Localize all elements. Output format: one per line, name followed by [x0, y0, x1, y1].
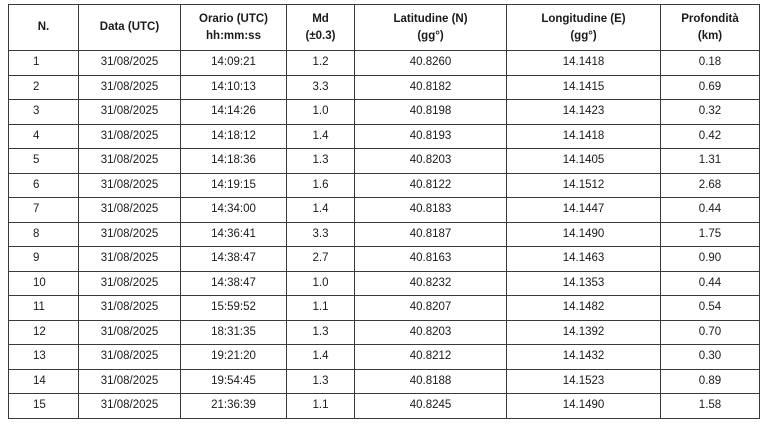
- cell-time: 19:21:20: [181, 345, 287, 370]
- cell-time: 14:10:13: [181, 75, 287, 100]
- table-row: [9, 247, 760, 272]
- cell-date: 31/08/2025: [79, 369, 181, 394]
- cell-latitude: 40.8183: [355, 198, 507, 223]
- cell-time: 15:59:52: [181, 296, 287, 321]
- cell-date: 31/08/2025: [79, 394, 181, 419]
- cell-magnitude: 1.4: [287, 198, 355, 223]
- cell-longitude: 14.1392: [507, 320, 661, 345]
- header-magnitude-line1: Md: [312, 12, 329, 25]
- cell-depth: 1.31: [661, 149, 760, 174]
- cell-magnitude: 1.3: [287, 320, 355, 345]
- cell-depth: 0.69: [661, 75, 760, 100]
- cell-number: 6: [9, 173, 79, 198]
- cell-longitude: 14.1447: [507, 198, 661, 223]
- cell-depth: 0.89: [661, 369, 760, 394]
- cell-latitude: 40.8122: [355, 173, 507, 198]
- cell-time: 14:38:47: [181, 271, 287, 296]
- cell-magnitude: 1.2: [287, 51, 355, 76]
- header-number-line1: N.: [37, 21, 50, 33]
- cell-depth: 0.90: [661, 247, 760, 272]
- table-row: [9, 149, 760, 174]
- cell-depth: 1.58: [661, 394, 760, 419]
- cell-time: 14:36:41: [181, 222, 287, 247]
- header-longitude-line2: (gg°): [570, 29, 597, 42]
- cell-magnitude: 1.0: [287, 100, 355, 125]
- cell-time: 14:14:26: [181, 100, 287, 125]
- cell-longitude: 14.1415: [507, 75, 661, 100]
- table-row: [9, 173, 760, 198]
- cell-number: 9: [9, 247, 79, 272]
- cell-longitude: 14.1512: [507, 173, 661, 198]
- cell-latitude: 40.8188: [355, 369, 507, 394]
- header-time-line2: hh:mm:ss: [206, 29, 261, 42]
- cell-latitude: 40.8198: [355, 100, 507, 125]
- header-latitude-line1: Latitudine (N): [393, 12, 468, 25]
- cell-magnitude: 1.4: [287, 345, 355, 370]
- cell-depth: 0.44: [661, 271, 760, 296]
- cell-latitude: 40.8260: [355, 51, 507, 76]
- cell-longitude: 14.1418: [507, 124, 661, 149]
- cell-depth: 0.30: [661, 345, 760, 370]
- header-date: [79, 5, 181, 51]
- cell-number: 10: [9, 271, 79, 296]
- cell-number: 12: [9, 320, 79, 345]
- cell-longitude: 14.1423: [507, 100, 661, 125]
- header-magnitude-line2: (±0.3): [305, 29, 336, 42]
- cell-longitude: 14.1482: [507, 296, 661, 321]
- header-magnitude: [287, 5, 355, 51]
- table-row: [9, 222, 760, 247]
- cell-date: 31/08/2025: [79, 222, 181, 247]
- table-row: [9, 124, 760, 149]
- table-row: [9, 296, 760, 321]
- header-depth-line1: Profondità: [681, 12, 739, 25]
- cell-number: 14: [9, 369, 79, 394]
- cell-magnitude: 1.0: [287, 271, 355, 296]
- cell-time: 18:31:35: [181, 320, 287, 345]
- cell-depth: 0.44: [661, 198, 760, 223]
- cell-longitude: 14.1418: [507, 51, 661, 76]
- header-depth: [661, 5, 760, 51]
- table-row: [9, 320, 760, 345]
- cell-time: 21:36:39: [181, 394, 287, 419]
- cell-date: 31/08/2025: [79, 271, 181, 296]
- cell-number: 7: [9, 198, 79, 223]
- header-row: [9, 5, 760, 51]
- header-depth-line2: (km): [697, 29, 723, 42]
- cell-magnitude: 1.6: [287, 173, 355, 198]
- cell-longitude: 14.1405: [507, 149, 661, 174]
- table-row: [9, 271, 760, 296]
- cell-longitude: 14.1523: [507, 369, 661, 394]
- cell-number: 4: [9, 124, 79, 149]
- cell-latitude: 40.8245: [355, 394, 507, 419]
- header-longitude-line1: Longitudine (E): [541, 12, 626, 25]
- cell-time: 14:19:15: [181, 173, 287, 198]
- cell-latitude: 40.8187: [355, 222, 507, 247]
- cell-time: 14:34:00: [181, 198, 287, 223]
- table-row: [9, 345, 760, 370]
- cell-latitude: 40.8182: [355, 75, 507, 100]
- table-body: [9, 51, 760, 419]
- table-row: [9, 369, 760, 394]
- table-header: [9, 5, 760, 51]
- cell-date: 31/08/2025: [79, 320, 181, 345]
- cell-magnitude: 1.4: [287, 124, 355, 149]
- cell-magnitude: 2.7: [287, 247, 355, 272]
- header-date-line1: Data (UTC): [99, 21, 160, 33]
- cell-depth: 2.68: [661, 173, 760, 198]
- cell-number: 5: [9, 149, 79, 174]
- cell-date: 31/08/2025: [79, 75, 181, 100]
- cell-magnitude: 1.3: [287, 149, 355, 174]
- table-row: [9, 75, 760, 100]
- cell-date: 31/08/2025: [79, 247, 181, 272]
- table-row: [9, 51, 760, 76]
- cell-depth: 0.42: [661, 124, 760, 149]
- cell-magnitude: 3.3: [287, 75, 355, 100]
- table-row: [9, 100, 760, 125]
- cell-time: 19:54:45: [181, 369, 287, 394]
- cell-magnitude: 1.3: [287, 369, 355, 394]
- cell-magnitude: 3.3: [287, 222, 355, 247]
- cell-latitude: 40.8207: [355, 296, 507, 321]
- header-latitude-line2: (gg°): [417, 29, 444, 42]
- header-time: [181, 5, 287, 51]
- cell-latitude: 40.8193: [355, 124, 507, 149]
- cell-number: 1: [9, 51, 79, 76]
- cell-number: 2: [9, 75, 79, 100]
- table-row: [9, 198, 760, 223]
- cell-date: 31/08/2025: [79, 100, 181, 125]
- cell-latitude: 40.8232: [355, 271, 507, 296]
- cell-depth: 0.54: [661, 296, 760, 321]
- cell-date: 31/08/2025: [79, 51, 181, 76]
- cell-depth: 0.18: [661, 51, 760, 76]
- cell-date: 31/08/2025: [79, 124, 181, 149]
- cell-longitude: 14.1353: [507, 271, 661, 296]
- cell-depth: 0.70: [661, 320, 760, 345]
- cell-magnitude: 1.1: [287, 394, 355, 419]
- header-number: [9, 5, 79, 51]
- cell-latitude: 40.8203: [355, 320, 507, 345]
- cell-number: 3: [9, 100, 79, 125]
- cell-time: 14:09:21: [181, 51, 287, 76]
- cell-latitude: 40.8163: [355, 247, 507, 272]
- earthquake-table-sheet: [8, 4, 759, 419]
- cell-number: 15: [9, 394, 79, 419]
- cell-date: 31/08/2025: [79, 149, 181, 174]
- cell-date: 31/08/2025: [79, 345, 181, 370]
- cell-number: 11: [9, 296, 79, 321]
- cell-time: 14:18:12: [181, 124, 287, 149]
- table-row: [9, 394, 760, 419]
- cell-number: 13: [9, 345, 79, 370]
- cell-date: 31/08/2025: [79, 296, 181, 321]
- cell-latitude: 40.8212: [355, 345, 507, 370]
- cell-longitude: 14.1432: [507, 345, 661, 370]
- cell-longitude: 14.1463: [507, 247, 661, 272]
- cell-latitude: 40.8203: [355, 149, 507, 174]
- cell-number: 8: [9, 222, 79, 247]
- cell-longitude: 14.1490: [507, 222, 661, 247]
- cell-date: 31/08/2025: [79, 198, 181, 223]
- cell-time: 14:38:47: [181, 247, 287, 272]
- header-latitude: [355, 5, 507, 51]
- cell-depth: 1.75: [661, 222, 760, 247]
- cell-date: 31/08/2025: [79, 173, 181, 198]
- cell-magnitude: 1.1: [287, 296, 355, 321]
- cell-depth: 0.32: [661, 100, 760, 125]
- header-longitude: [507, 5, 661, 51]
- earthquake-table: [8, 4, 760, 419]
- header-time-line1: Orario (UTC): [199, 12, 268, 25]
- cell-longitude: 14.1490: [507, 394, 661, 419]
- cell-time: 14:18:36: [181, 149, 287, 174]
